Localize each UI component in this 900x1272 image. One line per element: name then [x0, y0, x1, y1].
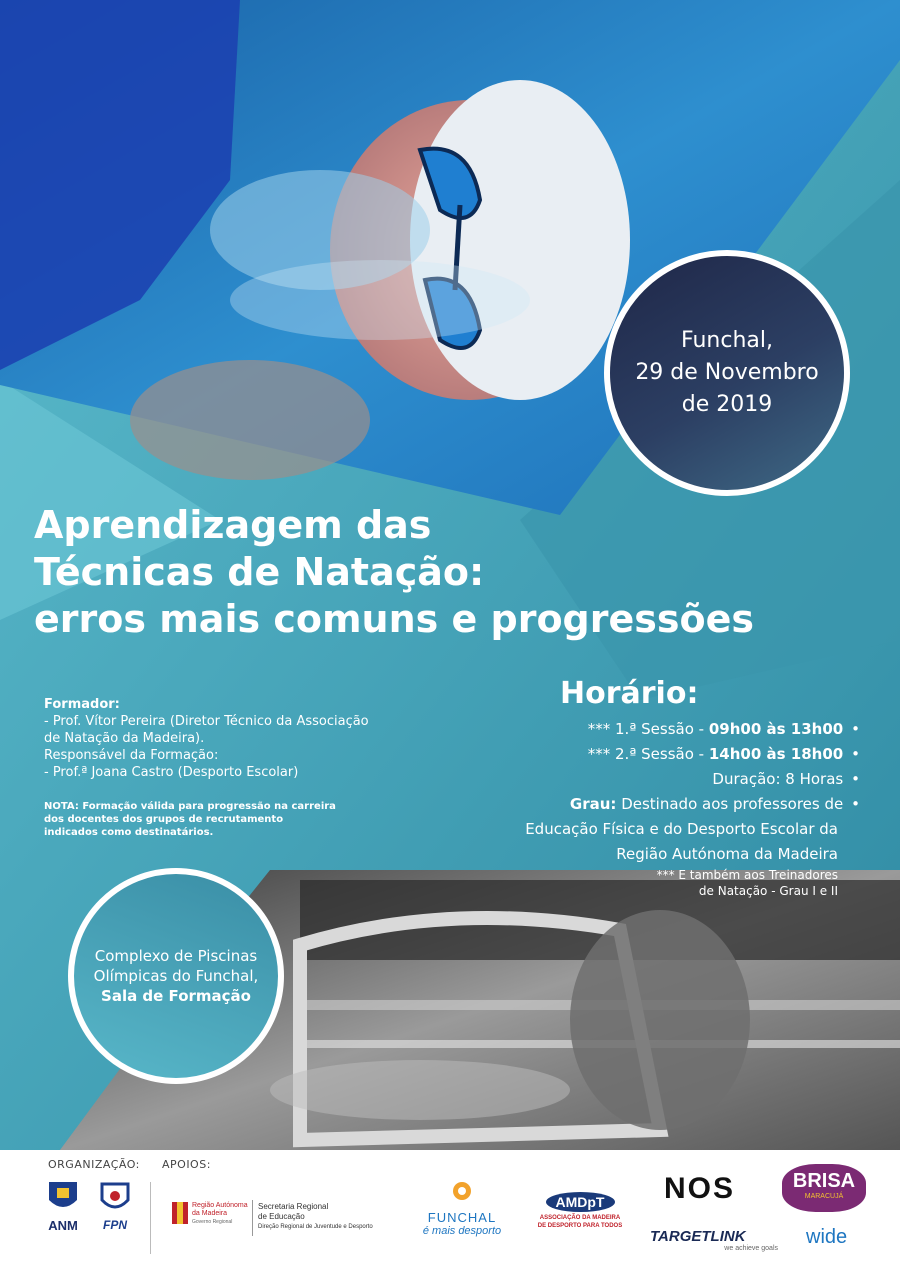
session-2 [440, 742, 860, 767]
targetlink-tagline: we achieve goals [724, 1245, 778, 1252]
event-title [34, 502, 874, 643]
sre-line-2: de Educação [258, 1212, 305, 1221]
nota-line-3: indicados como destinatários. [44, 827, 214, 838]
duration-text: Duração: 8 Horas [712, 770, 844, 788]
sre-divider [252, 1200, 253, 1236]
organizacao-label: ORGANIZAÇÃO: [48, 1158, 140, 1171]
ram-line-3: Governo Regional [192, 1219, 233, 1225]
session-1 [440, 717, 860, 742]
title-line-3: erros mais comuns e progressões [34, 597, 754, 641]
fpn-logo [92, 1180, 138, 1232]
brisa-text: BRISA [792, 1170, 856, 1192]
venue-badge [68, 868, 284, 1084]
regiao-autonoma-logo [172, 1202, 252, 1226]
nota-block [44, 800, 384, 839]
extra-line-1: *** E também aos Treinadores [656, 868, 838, 882]
nos-logo: NOS [664, 1172, 736, 1205]
grau-line-1 [440, 792, 860, 817]
fpn-crest-icon [98, 1180, 132, 1214]
bullet-icon: • [851, 770, 860, 788]
grau-line-3: Região Autónoma da Madeira [616, 845, 838, 863]
grau-line-2: Educação Física e do Desporto Escolar da [525, 820, 838, 838]
ram-flag-icon [172, 1202, 188, 1224]
schedule-block [440, 676, 860, 899]
amdpt-line-1: ASSOCIAÇÃO DA MADEIRA [539, 1215, 621, 1221]
targetlink-text: TARGETLINK [650, 1228, 746, 1245]
funchal-pin-icon [449, 1180, 475, 1206]
venue-line-3: Sala de Formação [101, 987, 251, 1005]
funchal-tagline: é mais desporto [422, 1225, 502, 1237]
responsavel-label: Responsável da Formação: [44, 748, 219, 763]
targetlink-logo [650, 1228, 784, 1252]
duration [440, 767, 860, 792]
formador-line-2: de Natação da Madeira). [44, 731, 205, 746]
sre-line-1: Secretaria Regional [258, 1202, 329, 1211]
date-line-3: de 2019 [681, 392, 773, 417]
brisa-logo [782, 1164, 866, 1212]
sponsors-footer [0, 1150, 900, 1272]
anm-logo [38, 1180, 88, 1233]
session-2-time: 14h00 às 18h00 [708, 745, 844, 763]
title-line-2: Técnicas de Natação: [34, 550, 485, 594]
formador-label: Formador: [44, 697, 120, 712]
amdpt-logo [528, 1192, 632, 1230]
date-line-2: 29 de Novembro [635, 360, 819, 385]
funchal-logo [410, 1180, 514, 1237]
formador-line-1: - Prof. Vítor Pereira (Diretor Técnico da Associação [44, 714, 369, 729]
grau-text-1: Destinado aos professores de [621, 795, 844, 813]
footer-divider [150, 1182, 151, 1254]
sre-logo [258, 1202, 373, 1232]
bullet-icon: • [851, 745, 860, 763]
grau-label: Grau: [569, 795, 617, 813]
brisa-sub: MARACUJÁ [804, 1193, 844, 1200]
bullet-icon: • [851, 720, 860, 738]
fpn-text: FPN [103, 1218, 127, 1232]
nota-line-1: NOTA: Formação válida para progressão na carreira [44, 801, 336, 812]
amdpt-text: AMDpT [546, 1192, 615, 1212]
date-line-1: Funchal, [681, 328, 773, 353]
schedule-heading: Horário: [560, 676, 699, 711]
amdpt-line-2: DE DESPORTO PARA TODOS [537, 1223, 623, 1229]
responsavel-line: - Prof.ª Joana Castro (Desporto Escolar) [44, 765, 299, 780]
funchal-text: FUNCHAL [427, 1210, 497, 1225]
title-line-1: Aprendizagem das [34, 503, 432, 547]
apoios-label: APOIOS: [162, 1158, 211, 1171]
ram-line-2: da Madeira [192, 1210, 228, 1217]
ram-line-1: Região Autónoma [192, 1202, 248, 1209]
sre-line-3: Direção Regional de Juventude e Desporto [258, 1224, 373, 1230]
date-badge [604, 250, 850, 496]
session-2-prefix: *** 2.ª Sessão - [587, 745, 709, 763]
session-1-time: 09h00 às 13h00 [708, 720, 844, 738]
extra-line-2: de Natação - Grau I e II [698, 884, 838, 898]
anm-text: ANM [48, 1218, 78, 1233]
anm-crest-icon [47, 1180, 79, 1214]
trainers-block [44, 696, 464, 781]
bullet-icon: • [851, 795, 860, 813]
session-1-prefix: *** 1.ª Sessão - [587, 720, 709, 738]
wide-logo: wide [806, 1226, 848, 1248]
nota-line-2: dos docentes dos grupos de recrutamento [44, 814, 284, 825]
venue-line-1: Complexo de Piscinas [94, 947, 258, 965]
venue-line-2: Olímpicas do Funchal, [93, 967, 259, 985]
